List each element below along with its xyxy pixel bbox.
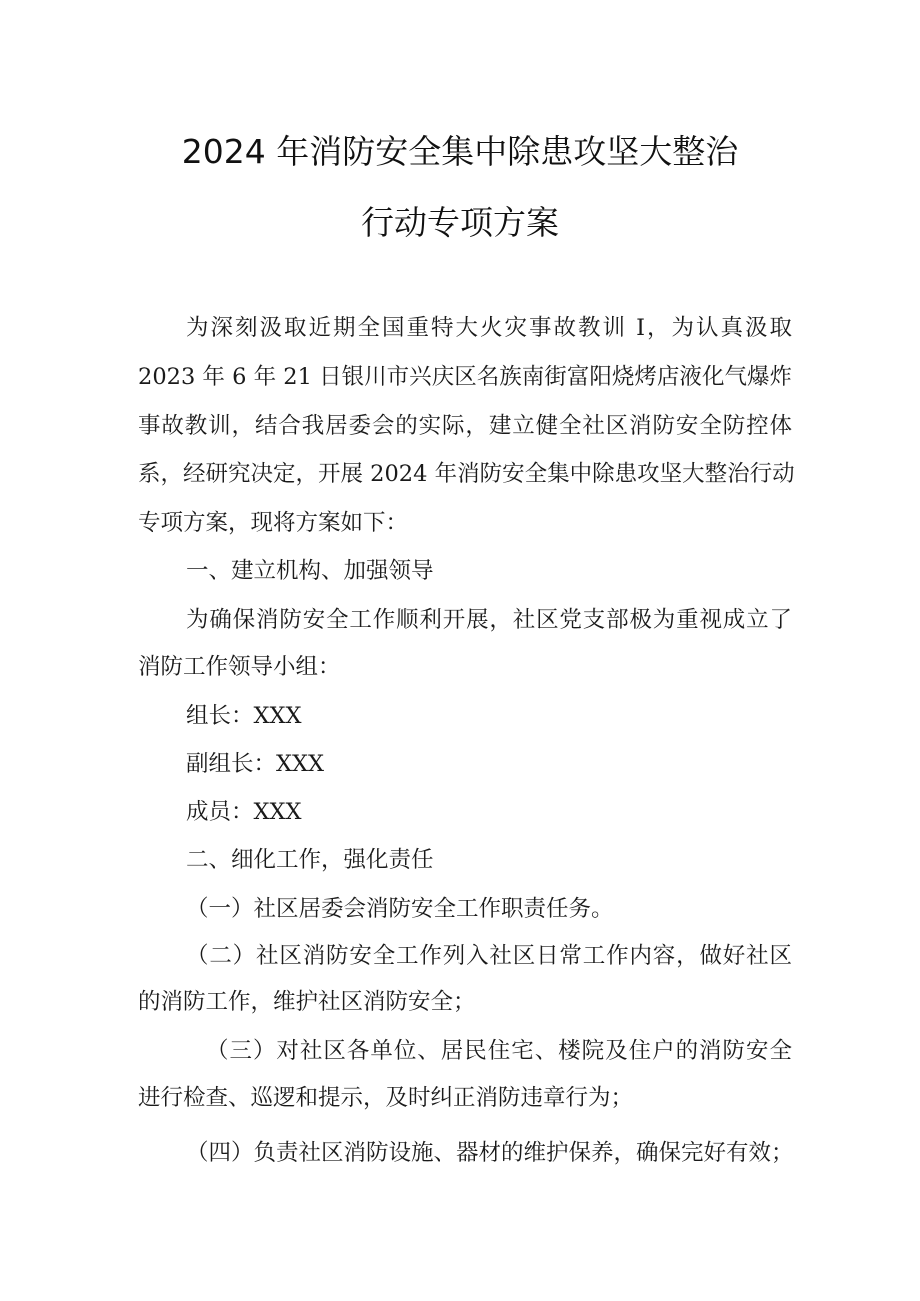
section-2-item-2-line-1: （二）社区消防安全工作列入社区日常工作内容，做好社区 (186, 943, 792, 969)
section-2-item-2-line-2: 的消防工作，维护社区消防安全； (138, 989, 476, 1015)
group-deputy-leader: 副组长：XXX (186, 751, 325, 777)
document-title-line-1: 2024 年消防安全集中除患攻坚大整治 (181, 132, 739, 171)
section-1-heading: 一、建立机构、加强领导 (186, 558, 434, 584)
intro-line-3: 事故教训，结合我居委会的实际，建立健全社区消防安全防控体 (138, 413, 792, 439)
group-leader: 组长：XXX (186, 703, 302, 729)
intro-line-1: 为深刻汲取近期全国重特大火灾事故教训 I，为认真汲取 (186, 315, 792, 341)
section-2-item-3-line-2: 进行检查、巡逻和提示，及时纠正消防违章行为； (138, 1085, 634, 1111)
document-title-line-2: 行动专项方案 (361, 203, 559, 242)
intro-line-4: 系，经研究决定，开展 2024 年消防安全集中除患攻坚大整治行动 (138, 461, 795, 487)
section-1-para-line-2: 消防工作领导小组： (138, 654, 341, 680)
intro-line-2: 2023 年 6 年 21 日银川市兴庆区名族南街富阳烧烤店液化气爆炸 (138, 364, 792, 390)
section-2-heading: 二、细化工作，强化责任 (186, 847, 434, 873)
intro-line-5: 专项方案，现将方案如下： (138, 510, 409, 536)
section-1-para-line-1: 为确保消防安全工作顺利开展，社区党支部极为重视成立了 (186, 607, 792, 633)
section-2-item-3-line-1: （三）对社区各单位、居民住宅、楼院及住户的消防安全 (206, 1038, 792, 1064)
group-members: 成员：XXX (186, 799, 302, 825)
section-2-item-4: （四）负责社区消防设施、器材的维护保养，确保完好有效； (186, 1140, 794, 1166)
section-2-item-1: （一）社区居委会消防安全工作职责任务。 (186, 896, 614, 922)
